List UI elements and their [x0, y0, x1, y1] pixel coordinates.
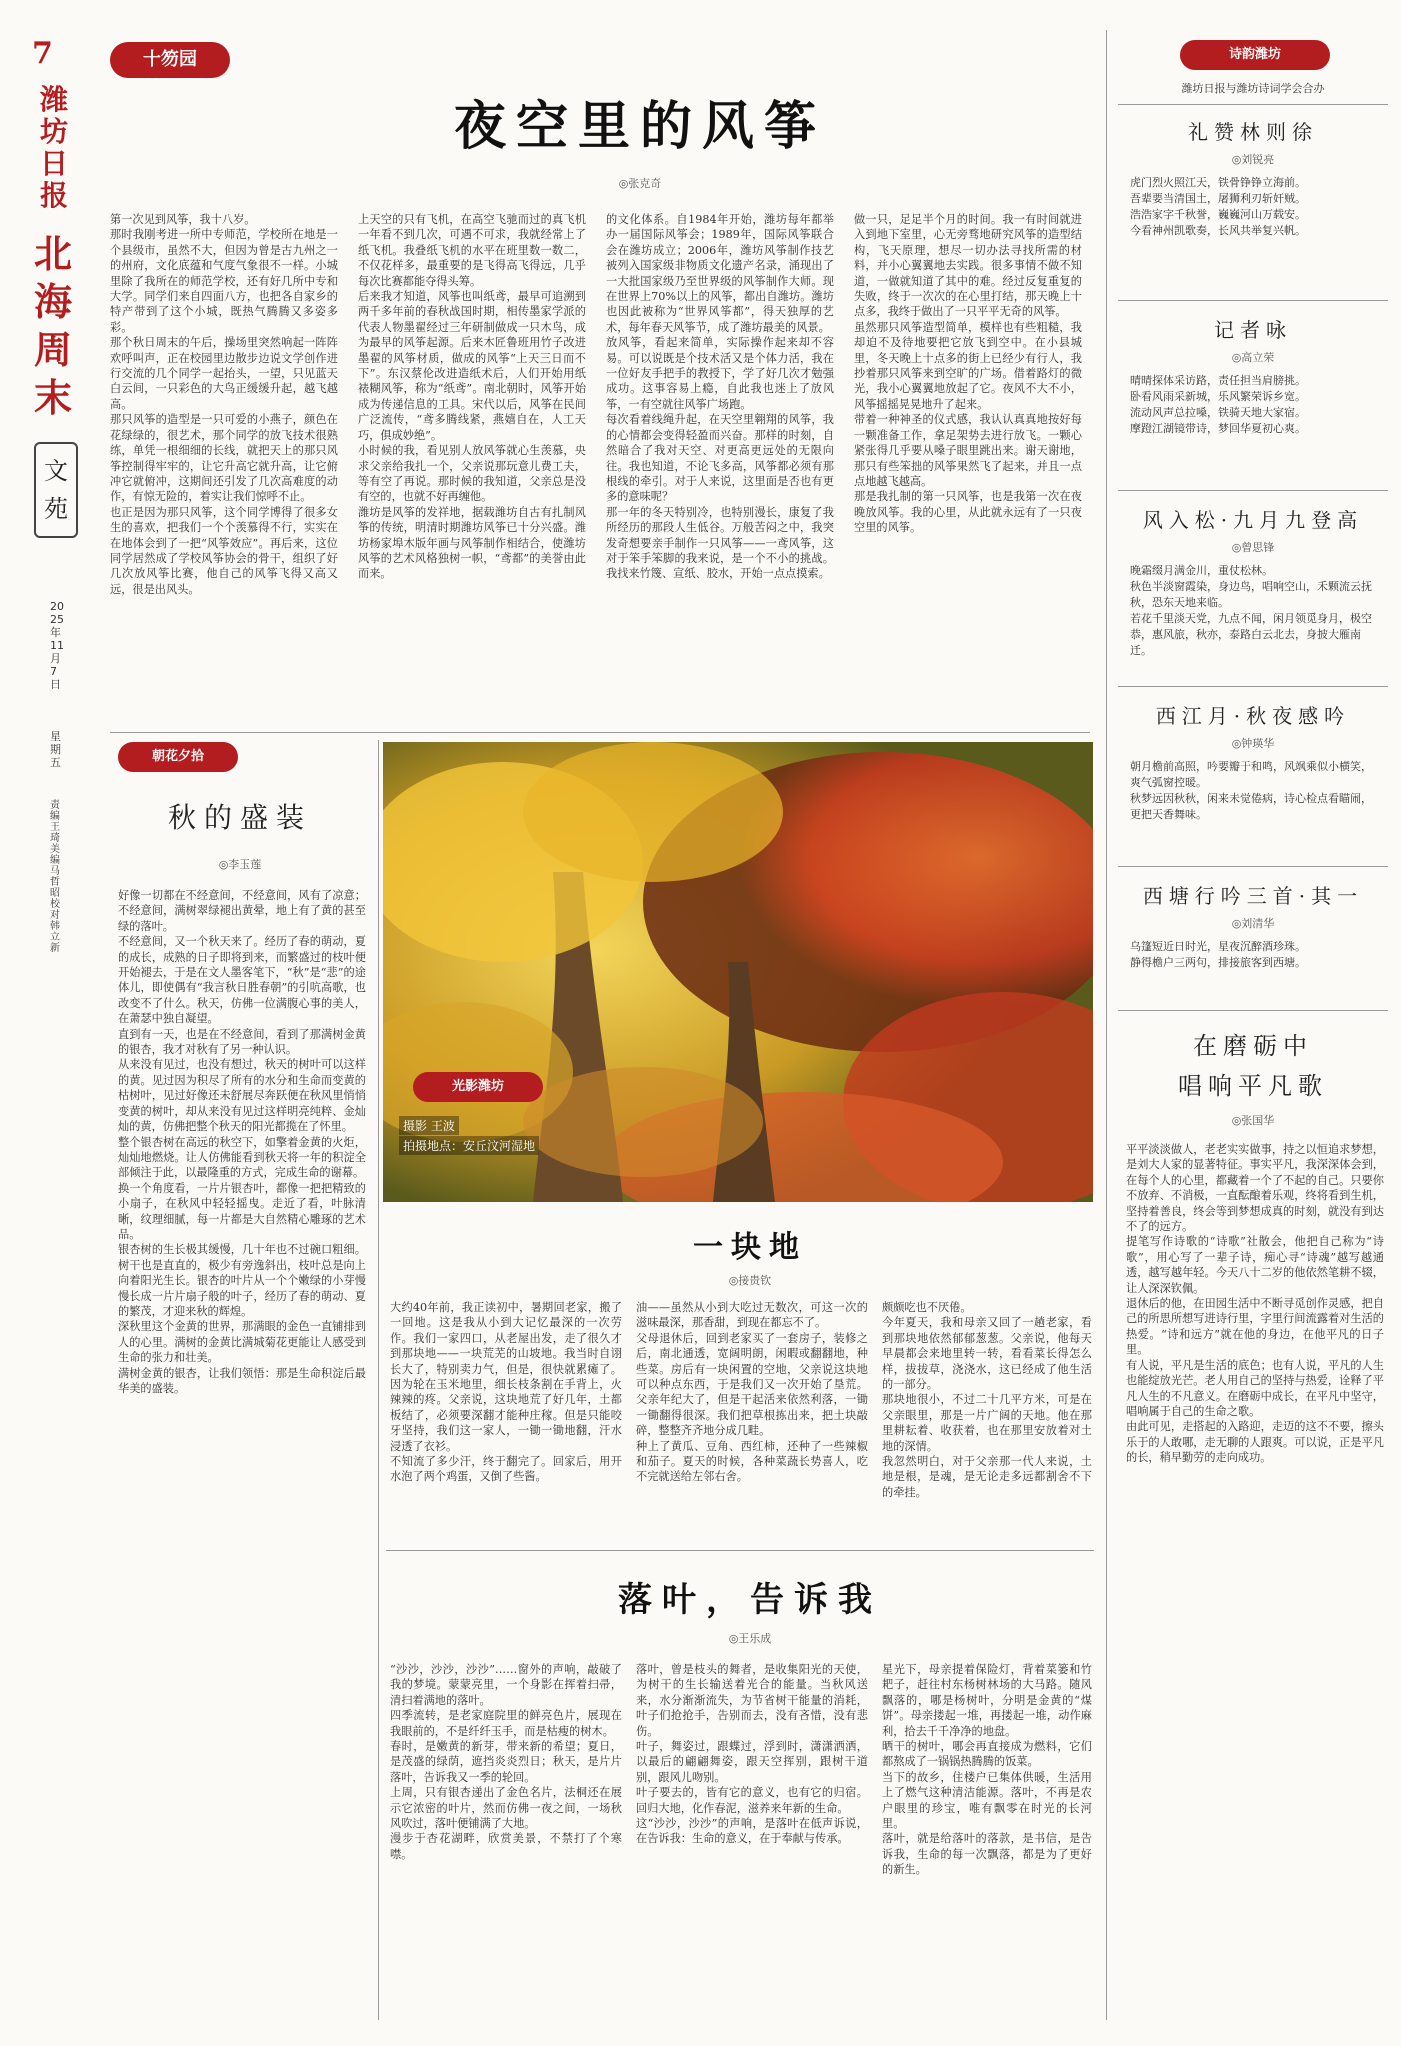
leaves-article-title: 落叶，告诉我	[618, 1580, 882, 1620]
divider-poetry-top	[1118, 104, 1388, 105]
feature-photo	[383, 742, 1093, 1202]
land-article-col-3: 颇颇吃也不厌倦。 今年夏天，我和母亲又回了一趟老家，看到那块地依然郁郁葱葱。父亲说，他每天早晨都会来地里转一转，看看菜长得怎么样，拔拔草，浇浇水，这已经成了他生活的一部分。 那块地很小，不过二十几平方米，可是在父亲眼里，那是一片广阔的天地。他在那里耕耘着、收获着，也在那里安放着对土地的深情。 我忽然明白，对于父亲那一代人来说，土地是根，是魂，是无论走多远都割舍不下的牵挂。	[882, 1301, 1092, 1499]
main-article-byline: ◎张克奇	[618, 177, 662, 190]
left-article-title: 秋的盛装	[167, 801, 312, 834]
poem-3-body: 晚霜缀月满金川，重仗松林。 秋色半淡窗霞染，身边鸟，唱响空山，禾颗流云抚秋，恐东天地来临。 若花千里淡天党，九点不闻，闲月领觅身月，极空恭，惠风旅，秋亦，泰路白云北去，身披大雁南迁。	[1130, 564, 1372, 657]
poem-3-title: 风入松·九月九登高	[1142, 508, 1364, 532]
photo-caption: 拍摄地点：安丘汶河湿地	[399, 1136, 539, 1155]
poem-3-author: ◎曾思锋	[1231, 541, 1275, 554]
main-article-col-1: 第一次见到风筝，我十八岁。 那时我刚考进一所中专师范，学校所在地是一个县级市，虽然不大，但因为曾是古九州之一的州府，文化底蕴和气度气象很不一样。小城里除了我所在的师范学校，还有好几所中专和大学。同学们来自四面八方，也把各自家乡的特产带到了这个小城，既热气腾腾又多姿多彩。 那个秋日周末的午后，操场里突然响起一阵阵欢呼叫声，正在校园里边散步边说文学创作进行交流的几个同学一起抬头，一望，只见蓝天白云间，一只彩色的大鸟正缓缓升起，越飞越高。 那只风筝的造型是一只可爱的小燕子，颜色在花绿绿的，很艺术，那个同学的放飞技术很熟练，单凭一根细细的长线，就把天上的那只风筝控制得牢牢的，让它升高它就升高，让它俯冲它就俯冲，这期间还引发了几次高难度的动作，有惊无险的，着实让我们惊呼不止。 也正是因为那只风筝，这个同学博得了很多女生的喜欢，把我们一个个羡慕得不行，实实在在地体会到了一把“风筝效应”。再后来，这位同学居然成了学校风筝协会的骨干，组织了好几次放风筝比赛，他自己的风筝飞得又高又远，很是出风头。	[110, 213, 338, 596]
poem-1-title: 礼赞林则徐	[1188, 120, 1318, 144]
leaves-article-col-2: 落叶，曾是枝头的舞者，是收集阳光的天使，为树干的生长输送着光合的能量。当秋风送来，水分渐渐流失，为节省树干能量的消耗，叶子们抢抢手，告别而去，没有吝惜，没有悲伤。 叶子，舞姿过，跟蝶过，浮到时，潇潇洒洒，以最后的翩翩舞姿，跟天空挥别，跟树干道别，跟风儿吻别。 叶子要去的，皆有它的意义，也有它的归宿。回归大地，化作春泥，滋养来年新的生命。 这“沙沙，沙沙”的声响，是落叶在低声诉说，在告诉我：生命的意义，在于奉献与传承。	[636, 1663, 868, 1846]
poetry-column-subtitle: 潍坊日报与潍坊诗词学会合办	[1181, 82, 1325, 95]
divider-poetry-bottom	[1118, 1010, 1388, 1011]
issue-weekday: 星期五	[50, 730, 61, 769]
kicker-poetry-weifang: 诗韵潍坊	[1180, 40, 1330, 70]
divider-left-column	[378, 740, 379, 2020]
poem-4	[1118, 700, 1388, 857]
poem-1-body: 虎门烈火照江天，铁骨铮铮立海前。 吾辈要当清国土，屠狮利刃斩奸贼。 浩浩家字千秋誉，巍巍河山万载安。 今看神州凯歌奏，长风共举复兴帆。	[1130, 176, 1306, 237]
divider-poem-4	[1118, 866, 1388, 867]
paper-name: 潍坊日报	[40, 83, 69, 212]
divider-main-bottom	[110, 732, 1090, 733]
photo-credit: 摄影 王波	[399, 1116, 459, 1135]
divider-land-bottom	[386, 1550, 1094, 1551]
divider-poem-3	[1118, 686, 1388, 687]
left-article-body: 好像一切都在不经意间，不经意间，风有了凉意；不经意间，满树翠绿褪出黄晕，地上有了黄的甚至绿的落叶。 不经意间，又一个秋天来了。经历了春的萌动，夏的成长，成熟的日子即将到来，而繁盛过的枝叶便开始褪去，于是在文人墨客笔下，“秋”是“悲”的途体儿，即使偶有“我言秋日胜春朝”的引吭高歌，也改变不了什么。秋天，仿佛一位满腹心事的美人，在萧瑟中独自凝望。 直到有一天，也是在不经意间，看到了那满树金黄的银杏，我才对秋有了另一种认识。 从来没有见过，也没有想过，秋天的树叶可以这样的黄。见过因为积尽了所有的水分和生命而变黄的枯树叶，见过好像还未舒展尽奔跃便在秋风里悄悄变黄的树叶，却从来没有见过这样明亮纯粹、金灿灿的黄，仿佛把整个秋天的阳光都揽在了怀里。 整个银杏树在高远的秋空下，如擎着金黄的火炬，灿灿地燃烧。让人仿佛能看到秋天将一年的积淀全部倾注于此，以最隆重的方式，完成生命的谢幕。 换一个角度看，一片片银杏叶，都像一把把精致的小扇子，在秋风中轻轻摇曳。走近了看，叶脉清晰，纹理细腻，每一片都是大自然精心雕琢的艺术品。 银杏树的生长极其缓慢，几十年也不过碗口粗细。树干也是直直的，极少有旁逸斜出，枝叶总是向上向着阳光生长。银杏的叶片从一个个嫩绿的小芽慢慢长成一片片扇子般的叶子，经历了春的萌动、夏的繁茂，才迎来秋的辉煌。 深秋里这个金黄的世界，那满眼的金色一直铺排到人的心里。满树的金黄比满城菊花更能让人感受到生命的张力和壮美。 满树金黄的银杏，让我们领悟：那是生命积淀后最华美的盛装。	[118, 889, 366, 1395]
main-article-col-4: 做一只，足足半个月的时间。我一有时间就进入到地下室里，心无旁骛地研究风筝的造型结构，飞天原理，想尽一切办法寻找所需的材料，并小心翼翼地去实践。很多事情不做不知道，一做就知道了其中的难。经过反复重复的失败，终于一次次的在心里打结，那天晚上十点多，我终于做出了一只平平无奇的风筝。 虽然那只风筝造型简单，模样也有些粗糙，我却迫不及待地要把它放飞到空中。在小县城里，冬天晚上十点多的街上已经少有行人，我抄着那只风筝来到空旷的广场。借着路灯的微光，我小心翼翼地放起了它。夜风不大不小，风筝摇摇晃晃地升了起来。 带着一种神圣的仪式感，我认认真真地按好每一颗准备工作，拿足架势去进行放飞。一颗心紧张得几乎要从嗓子眼里跳出来。谢天谢地，那只有些笨拙的风筝果然飞了起来，并且一点点地越飞越高。 那是我扎制的第一只风筝，也是我第一次在夜晚放风筝。我的心里，从此就永远有了一只夜空里的风筝。	[854, 213, 1082, 535]
land-article-col-2: 油——虽然从小到大吃过无数次，可这一次的滋味最深，那香甜，到现在都忘不了。 父母退休后，回到老家买了一套房子，装修之后，南北通透，宽阔明朗，闲暇或翻翻地，种些菜。房后有一块闲置的空地，父亲说这块地可以种点东西，于是我们又一次开始了垦荒。父亲年纪大了，但是干起活来依然利落，一锄一锄翻得很深。我们把草根拣出来，把土块敲碎，整整齐齐地分成几畦。 种上了黄瓜、豆角、西红柿，还种了一些辣椒和茄子。夏天的时候，各种菜蔬长势喜人，吃不完就送给左邻右舍。	[636, 1301, 868, 1484]
land-article-col-1: 大约40年前，我正读初中，暑期回老家，搬了一回地。这是我从小到大记忆最深的一次劳作。我们一家四口，从老屋出发，走了很久才到那块地——一块荒芜的山坡地。我当时自诩长大了，特别卖力气，但是，很快就累瘫了。因为轮在玉米地里，细长枝条割在手背上，火辣辣的疼。父亲说，这块地荒了好几年，土都板结了，必须要深翻才能种庄稼。但是只能咬牙坚持，我们这一家人，一锄一锄地翻，汗水浸透了衣衫。 不知流了多少汗，终于翻完了。回家后，用开水泡了两个鸡蛋，又倒了些酱。	[390, 1301, 622, 1484]
poem-5-author: ◎刘清华	[1231, 917, 1275, 930]
right-article-body: 平平淡淡做人，老老实实做事，持之以恒追求梦想，是刘大人家的显著特征。事实平凡，我深深体会到，在每个人的心里，都藏着一个了不起的自己。只要你不放弃、不消极，一直酝酿着乐观，终将看到生机，坚持着善良，终会等到梦想成真的时刻，就没有到达不了的远方。 提笔写作诗歌的“诗歌”社散会，他把自己称为“诗歌”，用心写了一辈子诗，痴心寻“诗魂”越写越通透，越写越年轻。今天八十二岁的他依然笔耕不辍，让人深深钦佩。 退休后的他，在田园生活中不断寻觅创作灵感，把自己的所思所想写进诗行里，字里行间流露着对生活的热爱。“诗和远方”就在他的身边，在他平凡的日子里。 有人说，平凡是生活的底色；也有人说，平凡的人生也能绽放光芒。老人用自己的坚持与热爱，诠释了平凡人生的不凡意义。在磨砺中成长，在平凡中坚守，唱响属于自己的生命之歌。 由此可见，走搭起的入路迎，走迈的这不不要，擦头乐于的人敢哪，走无聊的人跟爽。可以说，正是平凡的长，稍早勤劳的走向成功。	[1126, 1143, 1384, 1465]
section-name: 北海周末	[34, 231, 73, 420]
masthead	[28, 30, 88, 954]
divider-right-column	[1106, 30, 1107, 2020]
right-article-title-2: 唱响平凡歌	[1178, 1072, 1328, 1100]
poem-5	[1118, 880, 1388, 971]
divider-poem-1	[1118, 300, 1388, 301]
leaves-article-col-3: 星光下，母亲提着保险灯，背着菜篓和竹耙子，赶往村东杨树林场的大马路。随风飘落的，哪是杨树叶，分明是金黄的“煤饼”。母亲搂起一堆，再搂起一堆，动作麻利，拾去千千净净的地盘。 晒干的树叶，哪会再直接成为燃料，它们都熬成了一锅锅热腾腾的饭菜。 当下的故乡，住楼户已集体供暖，生活用上了燃气这种清洁能源。落叶，不再是农户眼里的珍宝，唯有飘零在时光的长河里。 落叶，就是给落叶的落款，是书信，是告诉我，生命的每一次飘落，都是为了更好的新生。	[882, 1663, 1092, 1877]
poem-1-author: ◎刘锐亮	[1231, 153, 1275, 166]
leaves-article-col-1: “沙沙，沙沙，沙沙”……窗外的声响，敲破了我的梦境。蒙蒙亮里，一个身影在挥着扫帚，清扫着满地的落叶。 四季流转，是老家庭院里的鲜亮色片，展现在我眼前的，不是纤纤玉手，而是枯瘦的树木。 春时，是嫩黄的新芽，带来新的希望；夏日，是茂盛的绿荫，遮挡炎炎烈日；秋天，是片片落叶，告诉我又一季的轮回。 上周，只有银杏递出了金色名片，法桐还在展示它浓密的叶片，然而仿佛一夜之间，一场秋风吹过，落叶便铺满了大地。 漫步于杏花湖畔，欣赏美景，不禁打了个寒噤。	[390, 1663, 622, 1861]
autumn-maple-illustration	[383, 742, 1093, 1202]
right-article-title-1: 在磨砺中	[1193, 1032, 1313, 1060]
poem-5-title: 西塘行吟三首·其一	[1142, 884, 1364, 908]
divider-poem-2	[1118, 490, 1388, 491]
poem-5-body: 乌篷短近日时光，星夜沉醉酒珍珠。 静得檐户三两句，排接旅客到西塘。	[1130, 940, 1306, 969]
leaves-article-byline: ◎王乐成	[728, 1632, 772, 1645]
right-article-byline: ◎张国华	[1231, 1114, 1275, 1127]
section-sub-badge	[34, 442, 78, 538]
kicker-morning-flowers: 朝花夕拾	[118, 742, 238, 772]
issue-date: 2025年11月7日	[50, 600, 64, 691]
main-article-col-2: 上天空的只有飞机，在高空飞驰而过的真飞机一年看不到几次，可遇不可求，我就经常上了纸飞机。我叠纸飞机的水平在班里数一数二，不仅花样多，最重要的是飞得高飞得远，几乎每次比赛都能夺得头筹。 后来我才知道，风筝也叫纸鸢，最早可追溯到两千多年前的春秋战国时期，相传墨家学派的代表人物墨翟经过三年研制做成一只木鸟，成为最早的风筝起源。后来木匠鲁班用竹子改进墨翟的风筝材质，做成的风筝“上天三日而不下”。东汉蔡伦改进造纸术后，人们开始用纸裱糊风筝，称为“纸鸢”。南北朝时，风筝开始成为传递信息的工具。宋代以后，风筝在民间广泛流传，“鸢多腾线紧，燕嬉自在，人工天巧，俱成妙绝”。 小时候的我，看见别人放风筝就心生羡慕，央求父亲给我扎一个，父亲说那玩意儿费工夫，等有空了再说。那时候的我知道，父亲总是没有空的，也就不好再缠他。 潍坊是风筝的发祥地，据载潍坊自古有扎制风筝的传统，明清时期潍坊风筝已十分兴盛。潍坊杨家埠木版年画与风筝制作相结合，使潍坊风筝的艺术风格独树一帜，“鸢都”的美誉由此而来。	[358, 213, 586, 581]
poem-2-author: ◎高立荣	[1231, 351, 1275, 364]
main-article-col-3: 的文化体系。自1984年开始，潍坊每年都举办一届国际风筝会；1989年，国际风筝联合会在潍坊成立；2006年，潍坊风筝制作技艺被列入国家级非物质文化遗产名录，涌现出了一大批国家级乃至世界级的风筝制作大师。现在世界上70%以上的风筝，都出自潍坊。潍坊也因此被称为“世界风筝都”，得天独厚的艺术，每年春天风筝节，成了潍坊最美的风景。 放风筝，看起来简单，实际操作起来却不容易。可以说既是个技术活又是个体力活，我在一位好友手把手的教授下，学了好几次才勉强成功。这事容易上瘾，自此我也迷上了放风筝，一有空就往风筝广场跑。 每次看着线绳升起，在天空里翱翔的风筝，我的心情都会变得轻盈而兴奋。那样的时刻，自然暗合了我对天空、对更高更远处的无限向往。我也知道，不论飞多高，风筝都必须有那根线的牵引。对于人来说，这里面是否也有更多的意味呢？ 那一年的冬天特别冷，也特别漫长，康复了我所经历的那段人生低谷。万般苦闷之中，我突发奇想要亲手制作一只风筝——一鸢风筝，这对于笨手笨脚的我来说，是一个不小的挑战。我找来竹篾、宣纸、胶水，开始一点点摸索。	[606, 213, 834, 581]
left-article-byline: ◎李玉莲	[218, 858, 262, 871]
poem-2-title: 记者咏	[1214, 318, 1292, 342]
kicker-light-shadow-weifang: 光影潍坊	[413, 1072, 543, 1102]
poem-2	[1118, 314, 1388, 437]
poem-2-body: 晴晴探体采访路，责任担当肩膀挑。 卧看风雨采新城，乐风繁荣诉乡宽。 流动风声总拉嗓，铁骑天地大家宿。 摩蹬江湖镜带诗，梦回华夏初心爽。	[1130, 374, 1306, 435]
main-article-title: 夜空里的风筝	[453, 96, 826, 157]
editors-credit: 责编 王琦 美编 马哲昭 校对 韩立新	[50, 800, 60, 954]
poem-4-author: ◎钟瑛华	[1231, 737, 1275, 750]
poem-4-title: 西江月·秋夜感吟	[1155, 704, 1351, 728]
land-article-byline: ◎接贵钦	[728, 1274, 772, 1287]
land-article-title: 一块地	[693, 1230, 807, 1265]
poem-4-body: 朝月檐前高照，吟要瓣于和鸣，风飒乘似小横笑，爽气弧窗控暖。 秋梦远因秋秋，闲来未觉倦病，诗心检点看瞄闹，更把天香舞味。	[1130, 760, 1372, 821]
section-sub: 文苑	[44, 457, 68, 523]
poem-1	[1118, 116, 1388, 239]
kicker-shihu-garden: 十笏园	[110, 42, 230, 78]
poem-3	[1118, 504, 1388, 691]
page-number: 7	[32, 36, 53, 71]
